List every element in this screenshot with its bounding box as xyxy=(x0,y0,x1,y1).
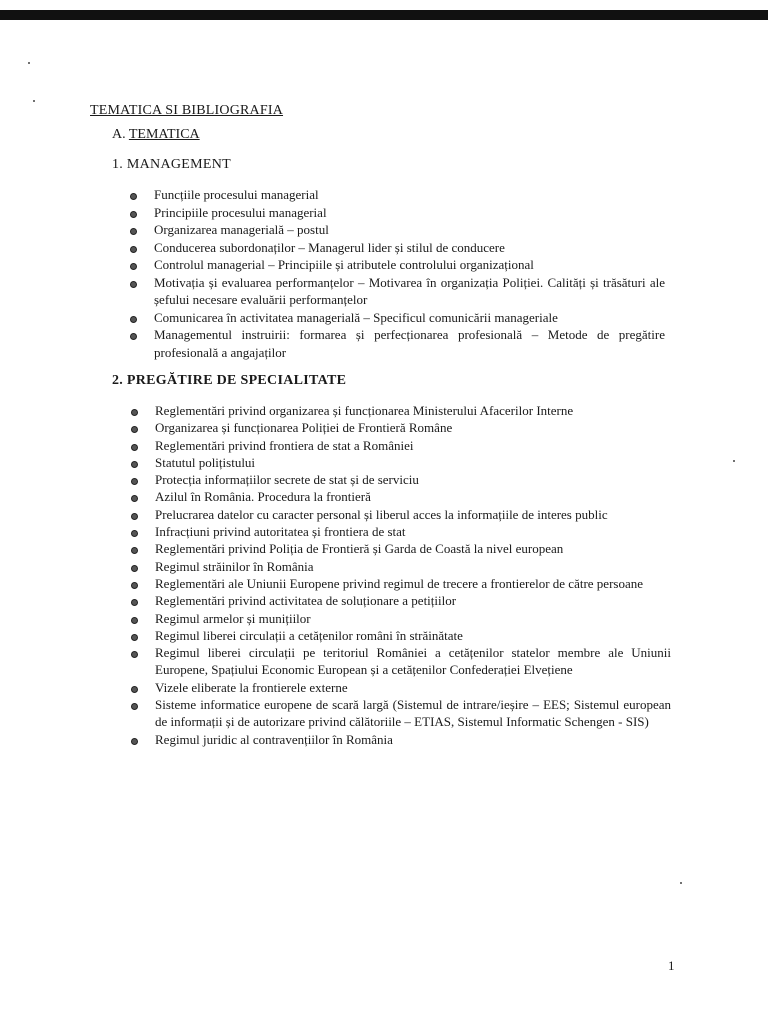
list-item: Regimul juridic al contravențiilor în România xyxy=(131,731,671,748)
list-item: Sisteme informatice europene de scară largă (Sistemul de intrare/ieșire – EES; Sistemul european de informații și de autorizare privind călătoriile – ETIAS, Sistemul Informatic Schengen - SIS) xyxy=(131,696,671,731)
bullet-icon xyxy=(131,686,138,693)
bullet-icon xyxy=(131,426,138,433)
list-item: Prelucrarea datelor cu caracter personal și liberul acces la informațiile de interes public xyxy=(131,506,671,523)
bullet-icon xyxy=(131,478,138,485)
bullet-icon xyxy=(130,193,137,200)
bullet-icon xyxy=(130,333,137,340)
list-item: Managementul instruirii: formarea și perfecționarea profesională – Metode de pregătire profesională a angajaților xyxy=(130,326,665,361)
scan-top-border xyxy=(0,10,768,20)
bullet-icon xyxy=(130,246,137,253)
topic-heading-specialitate: 2. PREGĂTIRE DE SPECIALITATE xyxy=(112,373,347,388)
list-item: Statutul polițistului xyxy=(131,454,671,471)
specialitate-topic-list xyxy=(131,402,671,748)
list-item: Vizele eliberate la frontierele externe xyxy=(131,679,671,696)
bullet-icon xyxy=(131,565,138,572)
bullet-icon xyxy=(130,263,137,270)
list-item: Organizarea și funcționarea Poliției de Frontieră Române xyxy=(131,419,671,436)
bullet-icon xyxy=(131,547,138,554)
bullet-icon xyxy=(131,530,138,537)
bullet-icon xyxy=(131,617,138,624)
list-item: Funcțiile procesului managerial xyxy=(130,186,665,204)
list-item: Azilul în România. Procedura la frontieră xyxy=(131,488,671,505)
list-item: Motivația și evaluarea performanțelor – Motivarea în organizația Poliției. Calități și trăsături ale șefului necesare evaluării performanțelor xyxy=(130,274,665,309)
list-item: Reglementări privind organizarea și funcționarea Ministerului Afacerilor Interne xyxy=(131,402,671,419)
list-item: Organizarea managerială – postul xyxy=(130,221,665,239)
bullet-icon xyxy=(131,599,138,606)
bullet-icon xyxy=(131,513,138,520)
bullet-icon xyxy=(131,582,138,589)
list-item: Infracțiuni privind autoritatea și frontiera de stat xyxy=(131,523,671,540)
document-title: TEMATICA SI BIBLIOGRAFIA xyxy=(90,103,284,118)
list-item: Reglementări privind activitatea de soluționare a petițiilor xyxy=(131,592,671,609)
section-name: TEMATICA xyxy=(128,127,200,142)
bullet-icon xyxy=(131,634,138,641)
list-item: Conducerea subordonaților – Managerul lider și stilul de conducere xyxy=(130,239,665,257)
scan-speck xyxy=(680,882,682,884)
page-number: 1 xyxy=(668,958,675,973)
bullet-icon xyxy=(131,651,138,658)
list-item: Reglementări privind frontiera de stat a României xyxy=(131,437,671,454)
management-topic-list xyxy=(130,186,665,361)
list-item: Comunicarea în activitatea managerială – Specificul comunicării manageriale xyxy=(130,309,665,327)
list-item: Regimul liberei circulații pe teritoriul României a cetățenilor statelor membre ale Uniunii Europene, Spațiului Economic European și a cetățenilor Confederației Elvețiene xyxy=(131,644,671,679)
scan-speck xyxy=(33,100,35,102)
bullet-icon xyxy=(131,461,138,468)
bullet-icon xyxy=(130,211,137,218)
list-item: Regimul străinilor în România xyxy=(131,558,671,575)
section-heading-a xyxy=(112,127,200,143)
bullet-icon xyxy=(130,281,137,288)
bullet-icon xyxy=(131,495,138,502)
section-letter: A. xyxy=(112,127,126,142)
list-item: Principiile procesului managerial xyxy=(130,204,665,222)
bullet-icon xyxy=(131,444,138,451)
topic-heading-management: 1. MANAGEMENT xyxy=(112,157,232,172)
list-item: Controlul managerial – Principiile și atributele controlului organizațional xyxy=(130,256,665,274)
list-item: Regimul armelor și munițiilor xyxy=(131,610,671,627)
bullet-icon xyxy=(131,738,138,745)
scan-speck xyxy=(28,62,30,64)
list-item: Regimul liberei circulații a cetățenilor români în străinătate xyxy=(131,627,671,644)
list-item: Reglementări ale Uniunii Europene privind regimul de trecere a frontierelor de către persoane xyxy=(131,575,671,592)
bullet-icon xyxy=(131,409,138,416)
bullet-icon xyxy=(131,703,138,710)
bullet-icon xyxy=(130,316,137,323)
list-item: Protecția informațiilor secrete de stat și de serviciu xyxy=(131,471,671,488)
scan-speck xyxy=(733,460,735,462)
bullet-icon xyxy=(130,228,137,235)
list-item: Reglementări privind Poliția de Frontieră și Garda de Coastă la nivel european xyxy=(131,540,671,557)
